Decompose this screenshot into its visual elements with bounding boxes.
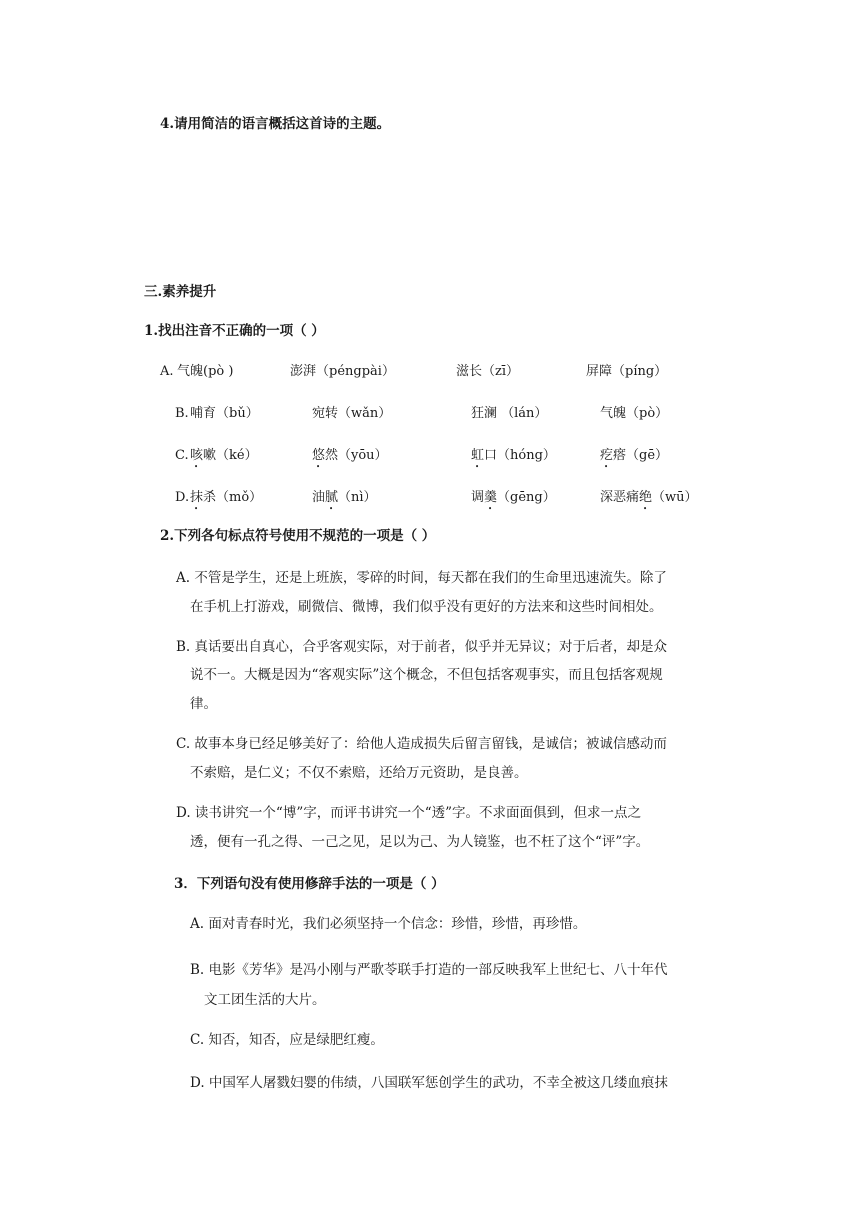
- question-2-stem: 2.下列各句标点符号使用不规范的一项是（ ）: [160, 528, 436, 544]
- option-line: C. 故事本身已经足够美好了：给他人造成损失后留言留钱，是诚信；被诚信感动而: [176, 736, 667, 752]
- option-line: A. 不管是学生，还是上班族，零碎的时间，每天都在我们的生命里迅速流失。除了: [176, 570, 667, 586]
- option-line: D. 读书讲究一个“博”字，而评书讲究一个“透”字。不求面面俱到，但求一点之: [176, 805, 642, 821]
- question-4: 4.请用简洁的语言概括这首诗的主题。: [160, 116, 391, 132]
- option-line: D. 中国军人屠戮妇婴的伟绩，八国联军惩创学生的武功，不幸全被这几缕血痕抹: [190, 1075, 668, 1091]
- option-line: 不索赔，是仁义；不仅不索赔，还给万元资助，是良善。: [190, 765, 528, 781]
- q1-d-item-2: 油腻（nì）: [312, 490, 377, 505]
- section-title: 三.素养提升: [144, 284, 217, 300]
- q1-c-item-4: 疙瘩（gē）: [600, 448, 669, 463]
- option-line: 说不一。大概是因为“客观实际”这个概念，不但包括客观事实，而且包括客观规: [190, 667, 663, 683]
- question-3-stem: 3．下列语句没有使用修辞手法的一项是（ ）: [174, 876, 445, 892]
- option-line: B. 真话要出自真心，合乎客观实际，对于前者，似乎并无异议；对于后者，却是众: [176, 639, 668, 655]
- q1-b-item-3: 狂澜 （lán）: [471, 406, 548, 421]
- q1-c-item-2: 悠然（yōu）: [312, 448, 388, 463]
- q1-b-item-2: 宛转（wǎn）: [312, 406, 392, 421]
- q1-d-label: D.: [175, 490, 190, 505]
- option-line: 在手机上打游戏，刷微信、微博，我们似乎没有更好的方法来和这些时间相处。: [190, 599, 663, 615]
- q1-b-item-1: 哺育（bǔ）: [190, 406, 259, 421]
- option-line: 文工团生活的大片。: [204, 992, 326, 1008]
- q1-b-label: B.: [175, 406, 189, 421]
- q1-a-label: A.: [160, 364, 174, 379]
- q1-a-item-4: 屏障（píng）: [586, 364, 668, 379]
- q1-a-item-2: 澎湃（péngpài）: [290, 364, 395, 379]
- option-line: 透，便有一孔之得、一己之见，足以为己、为人镜鉴，也不枉了这个“评”字。: [190, 834, 650, 850]
- option-line: 律。: [190, 696, 217, 712]
- q1-a-item-1: 气魄(pò ): [177, 364, 234, 379]
- option-line: B. 电影《芳华》是冯小刚与严歌苓联手打造的一部反映我军上世纪七、八十年代: [190, 962, 668, 978]
- option-line: A. 面对青春时光，我们必须坚持一个信念：珍惜，珍惜，再珍惜。: [190, 916, 587, 932]
- q1-c-item-3: 虹口（hóng）: [471, 448, 556, 463]
- q1-d-item-1: 抹杀（mǒ）: [190, 490, 263, 505]
- q1-c-item-1: 咳嗽（ké）: [190, 448, 258, 463]
- q1-b-item-4: 气魄（pò）: [600, 406, 669, 421]
- q1-a-item-3: 滋长（zī）: [456, 364, 520, 379]
- q1-c-label: C.: [175, 448, 189, 463]
- q1-d-item-3: 调羹（gēng）: [471, 490, 556, 505]
- option-line: C. 知否，知否，应是绿肥红瘦。: [190, 1032, 384, 1048]
- q1-d-item-4: 深恶痛绝（wū）: [600, 490, 698, 505]
- question-1-stem: 1.找出注音不正确的一项（ ）: [144, 323, 325, 339]
